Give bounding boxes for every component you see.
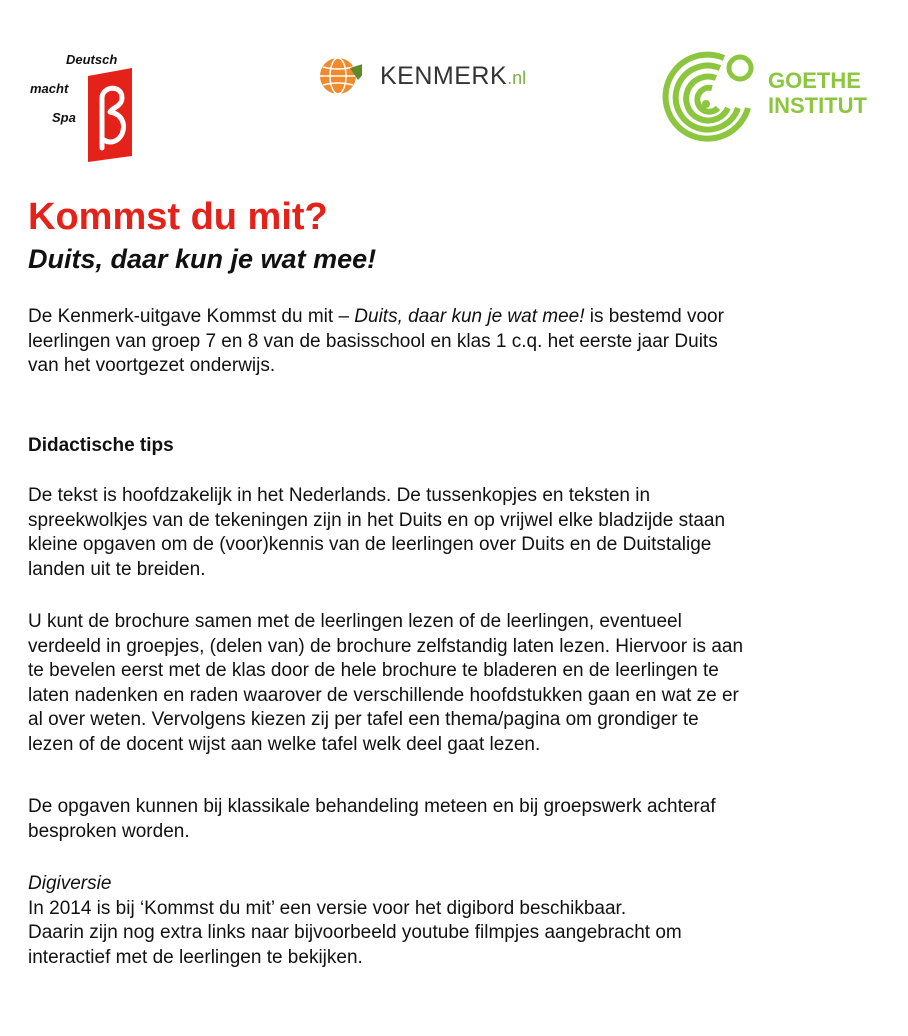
intro-line-1 — [28, 305, 888, 330]
document-title: Kommst du mit? — [28, 196, 328, 238]
paragraph-line: besproken worden. — [28, 820, 190, 842]
deutsch-macht-spass-logo — [30, 46, 140, 164]
goethe-wordmark — [768, 68, 867, 118]
paragraph-2 — [28, 610, 888, 757]
eszett-mark-icon — [88, 68, 132, 162]
paragraph-line: landen uit te breiden. — [28, 558, 206, 580]
paragraph-line: U kunt de brochure samen met de leerlingen lezen of de leerlingen, eventueel — [28, 611, 682, 632]
paragraph-3 — [28, 795, 888, 844]
paragraph-line: spreekwolkjes van de tekeningen zijn in het Duits en op vrijwel elke bladzijde staan — [28, 509, 726, 531]
intro-text-italic: Duits, daar kun je wat mee! — [354, 306, 585, 327]
paragraph-1 — [28, 484, 888, 582]
kenmerk-wordmark — [380, 62, 526, 91]
paragraph-line: interactief met de leerlingen te bekijken. — [28, 946, 363, 968]
logo-text-spa: Spa — [52, 110, 76, 125]
goethe-institut-logo — [658, 46, 878, 146]
kenmerk-tld: .nl — [507, 68, 527, 88]
intro-line-3: van het voortgezet onderwijs. — [28, 355, 276, 376]
globe-icon — [318, 54, 362, 98]
goethe-circles-icon — [658, 46, 758, 146]
intro-text-pre: De Kenmerk-uitgave Kommst du mit – — [28, 306, 355, 327]
digiversie-label: Digiversie — [28, 873, 112, 894]
goethe-line-1: GOETHE — [768, 68, 861, 93]
logo-text-deutsch: Deutsch — [66, 52, 118, 67]
paragraph-line: kleine opgaven om de (voor)kennis van de leerlingen over Duits en de Duitstalige — [28, 534, 712, 555]
logo-text-macht: macht — [30, 81, 69, 96]
paragraph-line: Daarin zijn nog extra links naar bijvoorbeeld youtube filmpjes aangebracht om — [28, 922, 682, 943]
goethe-line-2: INSTITUT — [768, 93, 867, 118]
intro-line-2: leerlingen van groep 7 en 8 van de basisschool en klas 1 c.q. het eerste jaar Duits — [28, 330, 718, 352]
paragraph-line: verdeeld in groepjes, (delen van) de brochure zelfstandig laten lezen. Hiervoor is aan — [28, 635, 744, 657]
intro-text-post: is bestemd voor — [584, 306, 724, 327]
kenmerk-name: KENMERK — [380, 62, 508, 90]
paragraph-line: te bevelen eerst met de klas door de hele brochure te bladeren en de leerlingen te — [28, 660, 719, 681]
paragraph-line: al over weten. Vervolgens kiezen zij per tafel een thema/pagina om grondiger te — [28, 709, 699, 730]
paragraph-line: laten nadenken en raden waarover de verschillende hoofdstukken gaan en wat ze er — [28, 684, 739, 706]
paragraph-line: In 2014 is bij ‘Kommst du mit’ een versie voor het digibord beschikbaar. — [28, 897, 627, 919]
paragraph-line: De opgaven kunnen bij klassikale behandeling meteen en bij groepswerk achteraf — [28, 796, 716, 817]
digiversie-section — [28, 872, 888, 970]
paragraph-line: lezen of de docent wijst aan welke tafel welk deel gaat lezen. — [28, 733, 541, 755]
section-heading: Didactische tips — [28, 435, 174, 456]
intro-paragraph — [28, 305, 888, 379]
kenmerk-logo — [318, 54, 568, 98]
document-subtitle: Duits, daar kun je wat mee! — [28, 244, 377, 274]
paragraph-line: De tekst is hoofdzakelijk in het Nederlands. De tussenkopjes en teksten in — [28, 485, 651, 506]
